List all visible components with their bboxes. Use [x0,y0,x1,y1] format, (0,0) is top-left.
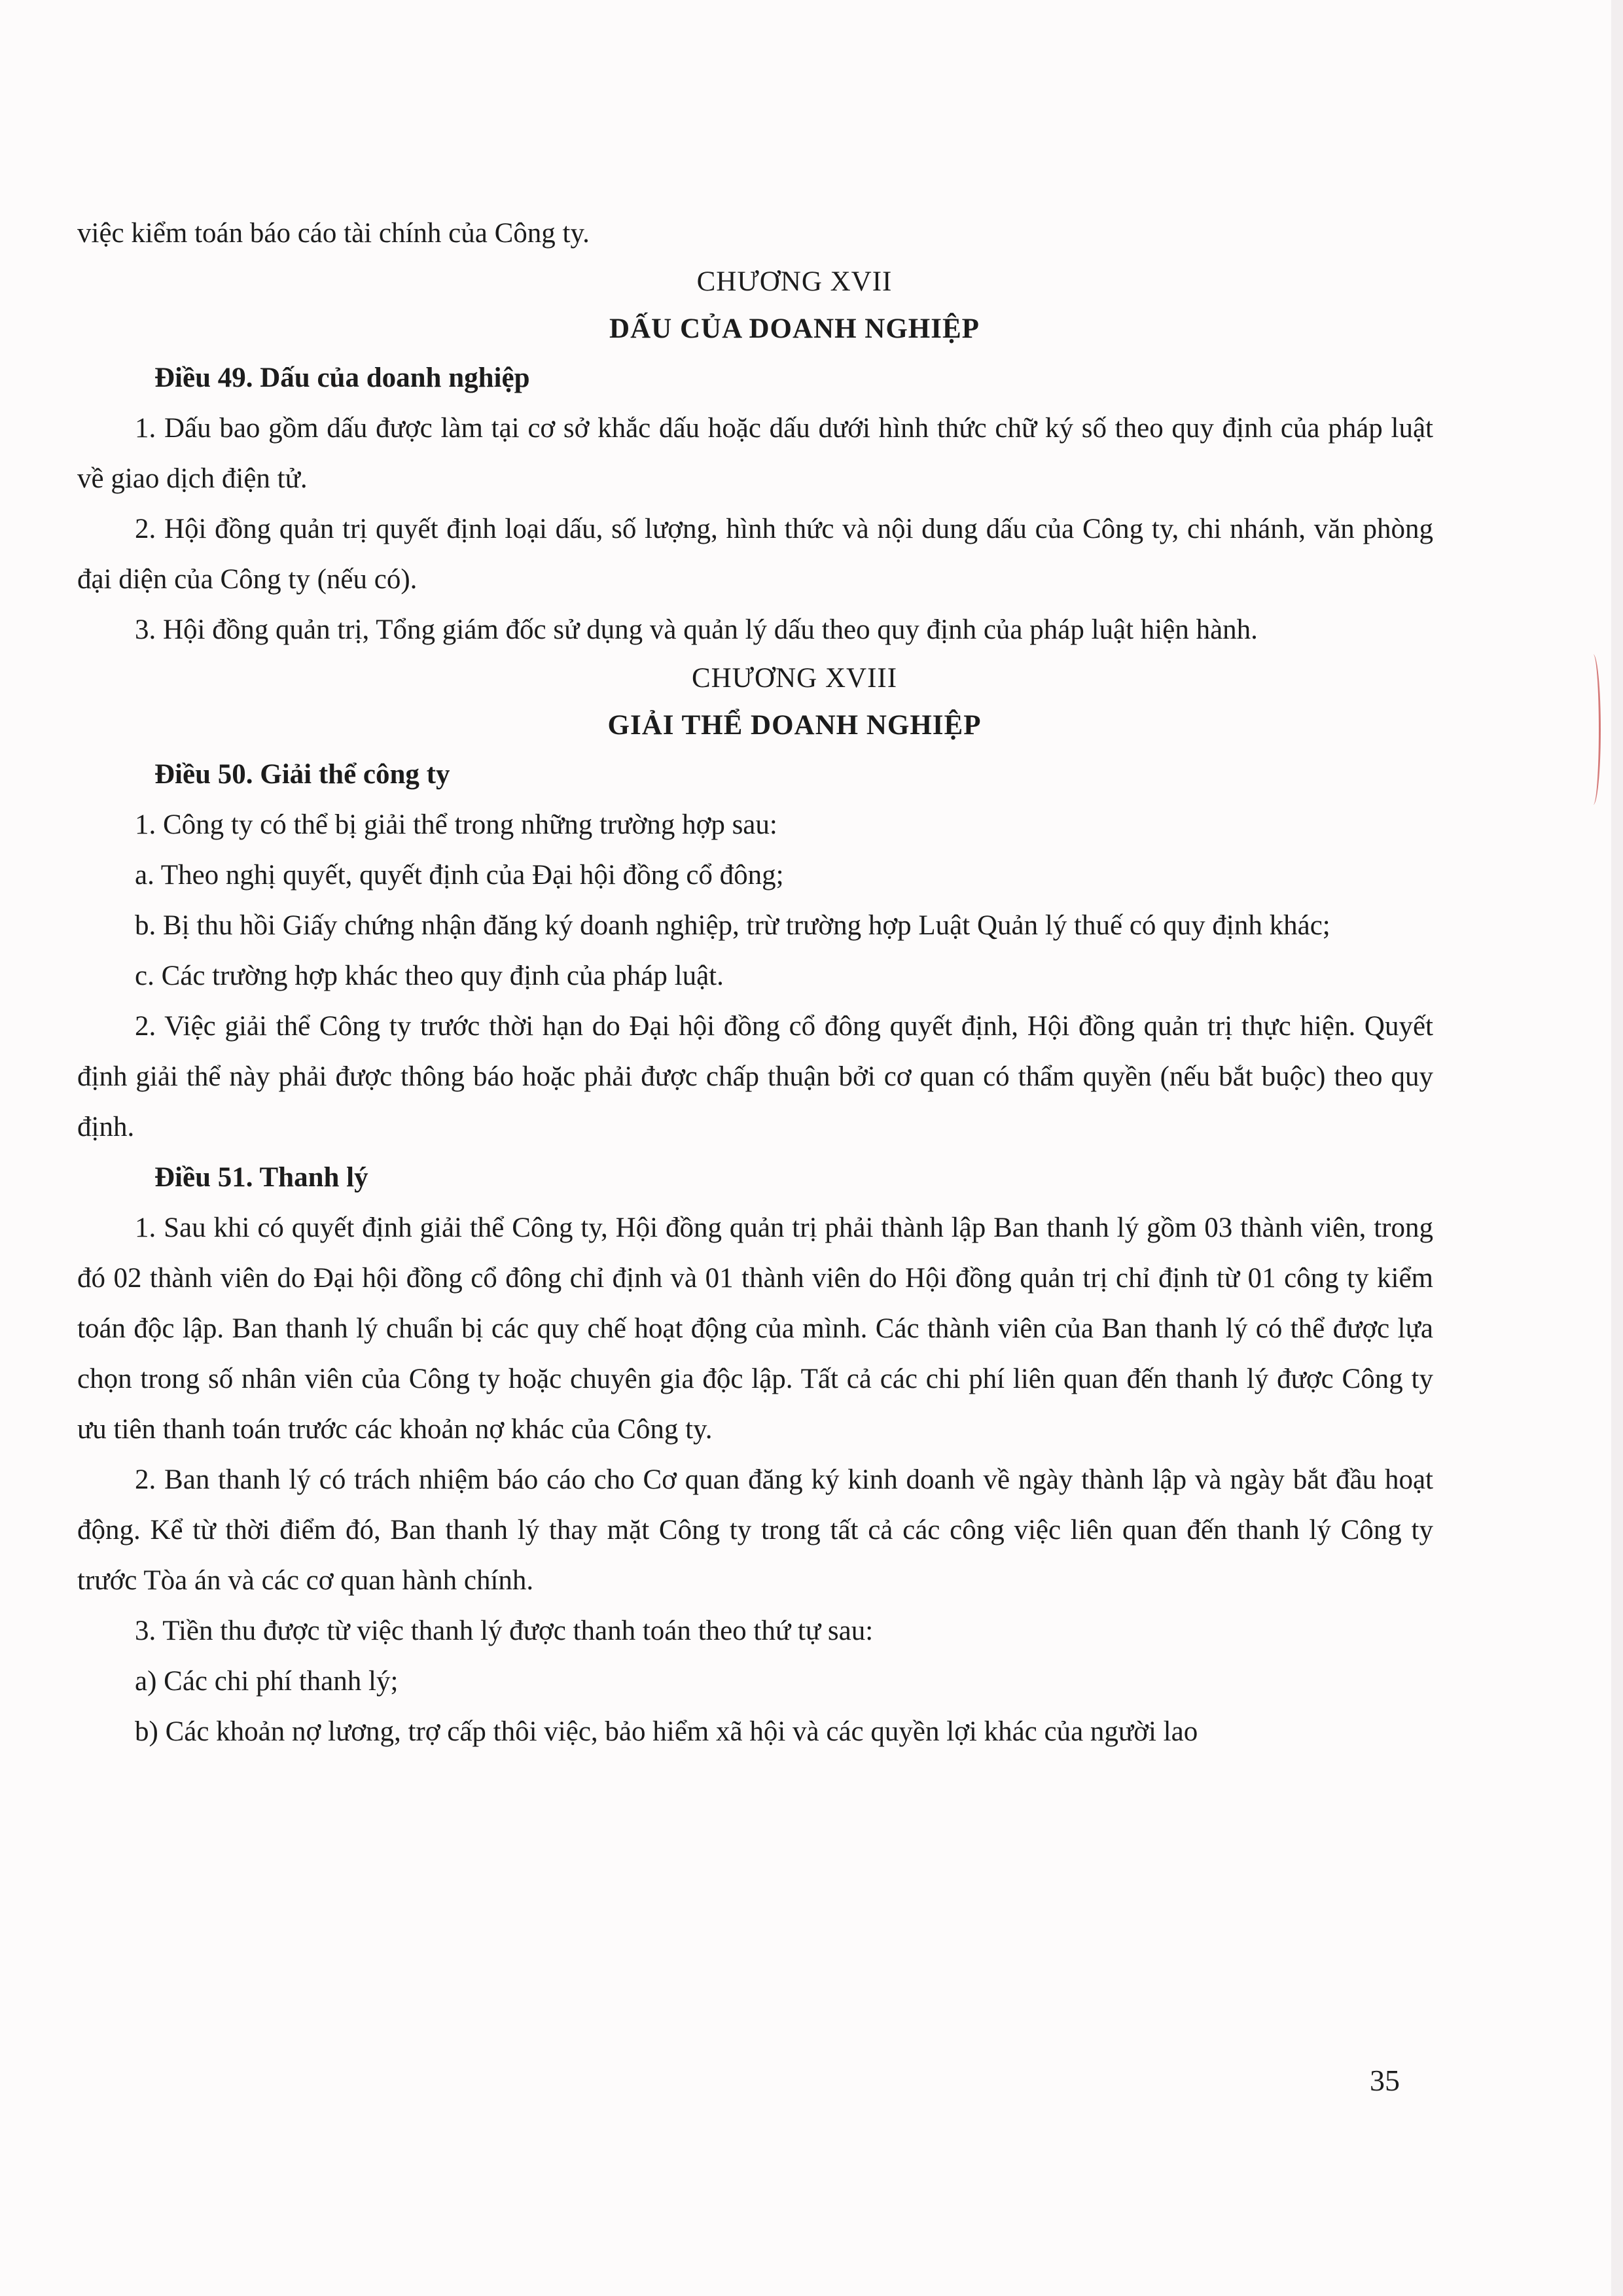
chapter-title: DẤU CỦA DOANH NGHIỆP [609,313,980,344]
stamp-fragment [1586,654,1601,805]
article-49-clause-3: 3. Hội đồng quản trị, Tổng giám đốc sử dụng và quản lý dấu theo quy định của pháp luật hiện hành. [135,614,1258,645]
article-49-title: Điều 49. Dấu của doanh nghiệp [154,362,530,393]
chapter-number: CHƯƠNG XVIII [691,663,898,694]
paragraph-continuation: việc kiểm toán báo cáo tài chính của Công ty. [77,218,590,249]
article-50-clause-1a: a. Theo nghị quyết, quyết định của Đại hội đồng cổ đông; [135,860,784,891]
chapter-number: CHƯƠNG XVII [696,266,893,297]
article-51-clause-3a: a) Các chi phí thanh lý; [135,1666,399,1697]
article-51-clause-2: 2. Ban thanh lý có trách nhiệm báo cáo cho Cơ quan đăng ký kinh doanh về ngày thành lập và ngày bắt đầu hoạt động. Kể từ thời điểm đó, Ban thanh lý thay mặt Công ty trong tất cả các công việc liên quan đến thanh lý Công ty trước Tòa án và các cơ quan hành chính. [77,1464,1433,1596]
article-50-clause-1: 1. Công ty có thể bị giải thể trong những trường hợp sau: [135,809,777,840]
article-50-title: Điều 50. Giải thể công ty [154,759,450,790]
article-51-title: Điều 51. Thanh lý [154,1162,368,1193]
article-51-clause-3: 3. Tiền thu được từ việc thanh lý được thanh toán theo thứ tự sau: [135,1616,874,1646]
chapter-18-heading [156,655,1433,749]
article-51-clause-1: 1. Sau khi có quyết định giải thể Công ty, Hội đồng quản trị phải thành lập Ban thanh lý gồm 03 thành viên, trong đó 02 thành viên do Đại hội đồng cổ đông chỉ định và 01 thành viên do Hội đồng quản trị chỉ định từ 01 công ty kiểm toán độc lập. Ban thanh lý chuẩn bị các quy chế hoạt động của mình. Các thành viên của Ban thanh lý có thể được lựa chọn trong số nhân viên của Công ty hoặc chuyên gia độc lập. Tất cả các chi phí liên quan đến thanh lý được Công ty ưu tiên thanh toán trước các khoản nợ khác của Công ty. [77,1212,1433,1445]
page-body [77,208,1433,1757]
article-50-clause-1c: c. Các trường hợp khác theo quy định của pháp luật. [135,961,724,991]
article-51-clause-3b: b) Các khoản nợ lương, trợ cấp thôi việc, bảo hiểm xã hội và các quyền lợi khác của người lao [135,1716,1198,1747]
page-edge-shadow [1611,0,1623,2296]
page-number: 35 [1370,2064,1400,2097]
article-49-clause-1: 1. Dấu bao gồm dấu được làm tại cơ sở khắc dấu hoặc dấu dưới hình thức chữ ký số theo quy định của pháp luật về giao dịch điện tử. [77,413,1433,494]
article-50-clause-1b: b. Bị thu hồi Giấy chứng nhận đăng ký doanh nghiệp, trừ trường hợp Luật Quản lý thuế có quy định khác; [135,910,1330,941]
article-50-clause-2: 2. Việc giải thể Công ty trước thời hạn do Đại hội đồng cổ đông quyết định, Hội đồng quản trị thực hiện. Quyết định giải thể này phải được thông báo hoặc phải được chấp thuận bởi cơ quan có thẩm quyền (nếu bắt buộc) theo quy định. [77,1011,1433,1142]
chapter-17-heading [156,258,1433,353]
article-49-clause-2: 2. Hội đồng quản trị quyết định loại dấu, số lượng, hình thức và nội dung dấu của Công ty, chi nhánh, văn phòng đại diện của Công ty (nếu có). [77,514,1433,595]
chapter-title: GIẢI THỂ DOANH NGHIỆP [607,710,982,741]
